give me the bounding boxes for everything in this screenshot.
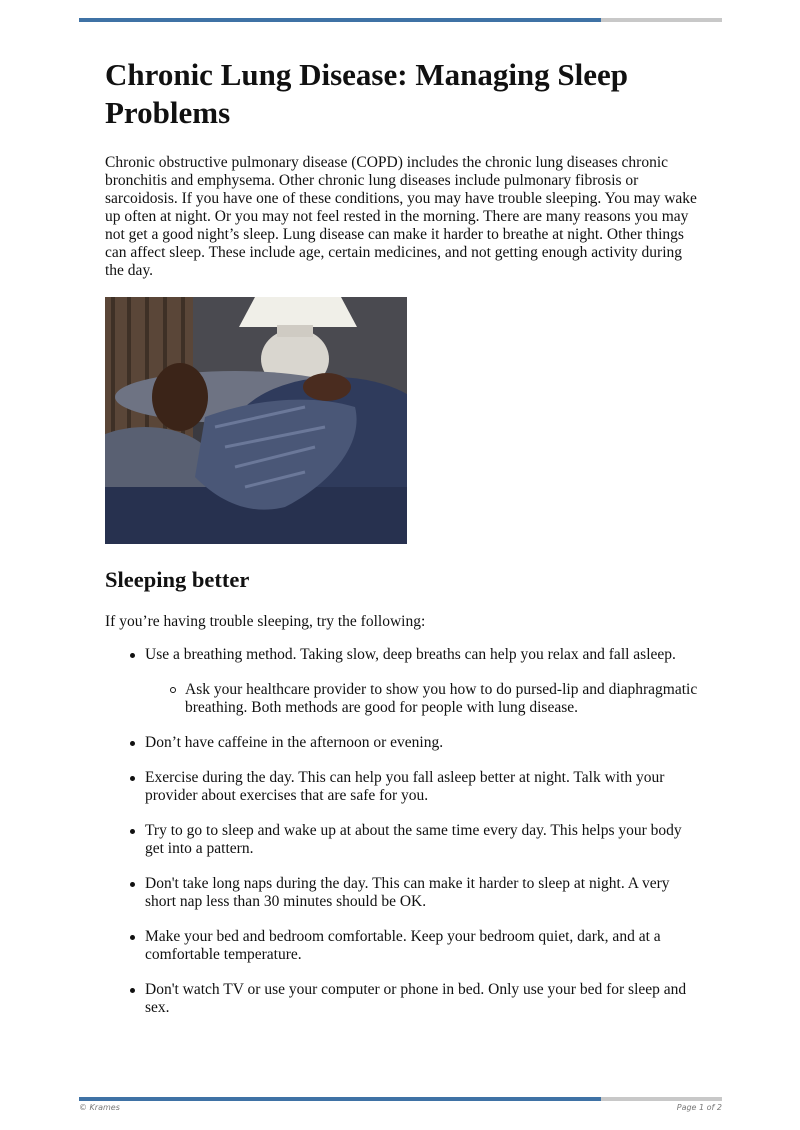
sub-list-item: Ask your healthcare provider to show you how to do pursed-lip and diaphragmatic breathing. Both methods are good for people with lung disease. [185,681,700,717]
tips-list [105,646,700,1017]
sleeping-man-photo [105,297,407,544]
header-rule-grey [601,18,722,22]
list-item: Don't watch TV or use your computer or phone in bed. Only use your bed for sleep and sex. [145,981,700,1017]
section-lead: If you’re having trouble sleeping, try the following: [105,613,426,630]
footer-rule-blue [79,1097,601,1101]
list-item-text: Use a breathing method. Taking slow, deep breaths can help you relax and fall asleep. [145,646,676,663]
page-title: Chronic Lung Disease: Managing Sleep Problems [105,57,629,130]
copyright-text: © Krames [79,1103,120,1112]
list-item: Make your bed and bedroom comfortable. Keep your bedroom quiet, dark, and at a comfortable temperature. [145,928,700,964]
footer-rule [79,1097,722,1101]
list-item [145,646,700,717]
list-item: Don’t have caffeine in the afternoon or evening. [145,734,700,752]
header-rule-blue [79,18,601,22]
footer-rule-grey [601,1097,722,1101]
page-number: Page 1 of 2 [676,1103,722,1112]
intro-paragraph: Chronic obstructive pulmonary disease (COPD) includes the chronic lung diseases chronic bronchitis and emphysema. Other chronic lung diseases include pulmonary fibrosis or sarcoidosis. If you have one of these conditions, you may have trouble sleeping. You may wake up often at night. Or you may not feel rested in the morning. There are many reasons you may not get a good night’s sleep. Lung disease can make it harder to breathe at night. Other things can affect sleep. These include age, certain medicines, and not getting enough activity during the day. [105,154,697,279]
sub-list [145,681,700,717]
list-item: Try to go to sleep and wake up at about the same time every day. This helps your body get into a pattern. [145,822,700,858]
header-rule [79,18,722,22]
list-item: Exercise during the day. This can help you fall asleep better at night. Talk with your provider about exercises that are safe for you. [145,769,700,805]
article [105,56,700,1034]
section-heading: Sleeping better [105,567,250,592]
list-item: Don't take long naps during the day. This can make it harder to sleep at night. A very short nap less than 30 minutes should be OK. [145,875,700,911]
